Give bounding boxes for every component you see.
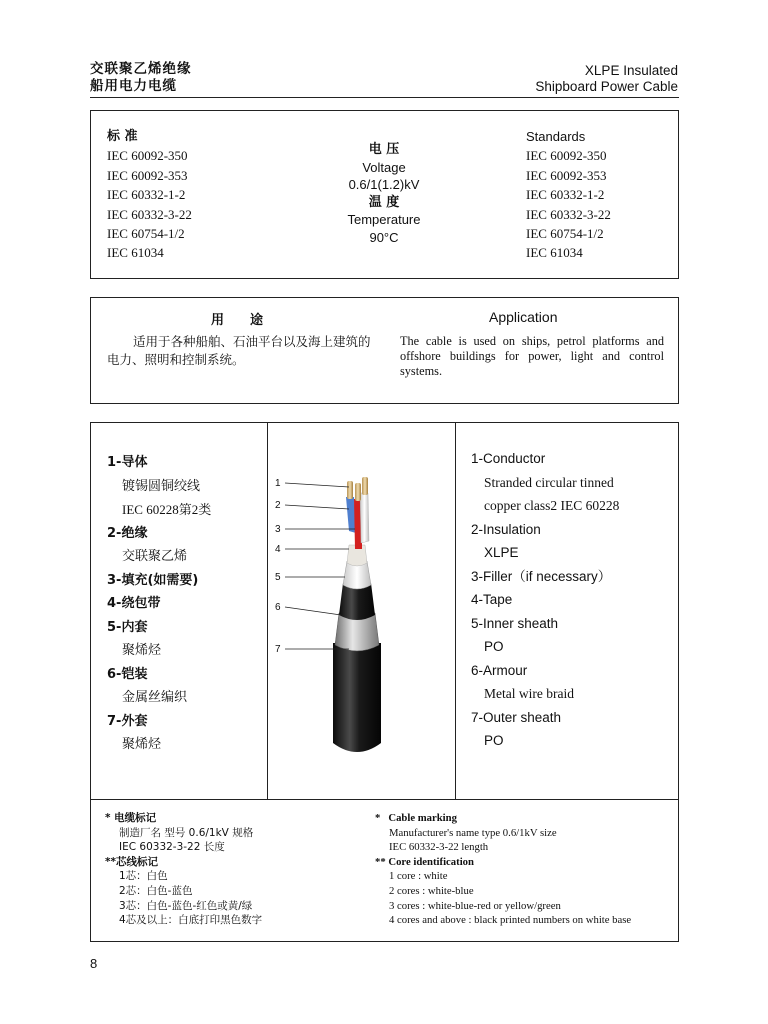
cable-marking-en-title: Cable marking [388, 812, 457, 824]
standards-cn-column [107, 127, 192, 263]
callout-4: 4 [275, 544, 281, 555]
standards-en-column [526, 127, 611, 263]
component-cn-heading: 7-外套 [107, 713, 148, 729]
conductor-shape [362, 477, 368, 495]
component-inner-sheath: 5-Inner sheath [471, 615, 559, 631]
component-cn-detail: 交联聚乙烯 [122, 549, 188, 564]
application-en-title: Application [489, 309, 558, 325]
standard-item: IEC 60092-350 [526, 148, 607, 164]
component-cn-heading: 2-绝缘 [107, 525, 148, 541]
component-cn-detail: 金属丝编织 [122, 690, 188, 705]
core-id-line: 3 cores : white-blue-red or yellow/green [389, 899, 561, 912]
component-detail: Metal wire braid [484, 686, 574, 701]
core-id-line: 4芯及以上：白底打印黑色数字 [119, 914, 263, 927]
standard-item: IEC 61034 [526, 245, 583, 261]
standard-item: IEC 60332-3-22 [107, 206, 192, 222]
core-id-line: 2 cores : white-blue [389, 884, 474, 897]
core-id-line: 2芯：白色-蓝色 [119, 884, 193, 897]
double-asterisk: ** [375, 855, 386, 868]
white-core-shape [360, 493, 369, 543]
marking-line: Manufacturer's name type 0.6/1kV size [389, 826, 557, 839]
marking-line: IEC 60332-3-22 长度 [119, 841, 225, 854]
column-divider-left [267, 423, 268, 799]
construction-panel [90, 422, 679, 942]
component-conductor: 1-Conductor [471, 451, 546, 466]
marking-line: 制造厂名 型号 0.6/1kV 规格 [119, 826, 254, 839]
component-armour: 6-Armour [471, 662, 528, 678]
cable-cross-section-image [269, 453, 455, 773]
component-insulation: 2-Insulation [471, 521, 541, 537]
temperature-value: 90°C [369, 229, 399, 245]
voltage-en-label: Voltage [362, 159, 406, 175]
application-en-text: The cable is used on ships, petrol platforms and offshore buildings for power, light and control systems. [400, 334, 664, 379]
component-cn-heading: 4-绕包带 [107, 596, 161, 611]
component-detail: XLPE [484, 545, 519, 560]
component-outer-sheath: 7-Outer sheath [471, 709, 562, 725]
standard-item: IEC 60754-1/2 [107, 226, 185, 242]
title-cn-line-1: 交联聚乙烯绝缘 [90, 61, 192, 77]
application-panel [90, 297, 679, 404]
standard-item: IEC 60092-353 [107, 167, 188, 183]
conductor-shape [347, 481, 353, 499]
asterisk: * [375, 812, 381, 824]
standard-item: IEC 60332-1-2 [107, 187, 186, 203]
callout-3: 3 [275, 524, 281, 535]
title-en-line-1: XLPE Insulated [584, 63, 678, 78]
title-english [535, 63, 678, 95]
cable-marking-en-heading [375, 811, 631, 826]
core-id-line: 4 cores and above : black printed numbers on white base [389, 914, 632, 927]
callout-7: 7 [275, 644, 281, 655]
callout-6: 6 [275, 602, 281, 613]
marking-en-notes [375, 811, 631, 928]
application-cn-text: 适用于各种船舶、石油平台以及海上建筑的电力、照明和控制系统。 [107, 334, 371, 367]
standard-item: IEC 60754-1/2 [526, 226, 604, 242]
standards-cn-label: 标 准 [107, 129, 138, 144]
component-cn-detail: 聚烯烃 [122, 643, 162, 658]
header-divider [90, 97, 679, 98]
construction-en-list [471, 447, 619, 753]
core-id-en-title: Core identification [388, 855, 474, 868]
page-number: 8 [90, 956, 98, 971]
outer-sheath-shape [333, 643, 381, 752]
conductor-shape [355, 483, 361, 501]
callout-2: 2 [275, 500, 281, 511]
standard-item: IEC 61034 [107, 245, 164, 261]
component-cn-detail: 镀锡圆铜绞线 [122, 478, 201, 494]
core-id-line: 1芯：白色 [119, 870, 168, 883]
voltage-value: 0.6/1(1.2)kV [348, 177, 420, 193]
marking-divider [91, 799, 678, 800]
cable-marking-cn-heading: * 电缆标记 [105, 812, 157, 824]
title-chinese [90, 61, 192, 95]
voltage-cn-label: 电 压 [368, 142, 400, 157]
core-id-en-heading [375, 855, 631, 870]
component-cn-heading: 1-导体 [107, 455, 148, 470]
standard-item: IEC 60092-350 [107, 148, 188, 164]
component-detail: copper class2 IEC 60228 [484, 498, 620, 513]
component-detail: PO [484, 733, 504, 748]
core-id-line: 3芯：白色-蓝色-红色或黄/绿 [119, 899, 253, 912]
component-detail: Stranded circular tinned [484, 474, 614, 490]
component-cn-heading: 3-填充(如需要) [107, 572, 199, 588]
standard-item: IEC 60332-3-22 [526, 206, 611, 222]
core-id-line: 1 core : white [389, 870, 448, 883]
marking-line: IEC 60332-3-22 length [389, 841, 489, 854]
temperature-en-label: Temperature [347, 212, 421, 228]
ratings-column [309, 141, 459, 247]
component-detail: PO [484, 639, 504, 654]
component-cn-detail: 聚烯烃 [122, 737, 162, 752]
standard-item: IEC 60332-1-2 [526, 187, 605, 203]
standard-item: IEC 60092-353 [526, 167, 607, 183]
column-divider-right [455, 423, 456, 799]
callout-1: 1 [275, 478, 281, 489]
callout-numbers [275, 478, 281, 655]
callout-5: 5 [275, 572, 281, 583]
component-cn-detail: IEC 60228第2类 [122, 502, 212, 517]
title-cn-line-2: 船用电力电缆 [90, 78, 177, 94]
temperature-cn-label: 温 度 [368, 194, 400, 210]
title-en-line-2: Shipboard Power Cable [535, 79, 678, 94]
marking-cn-notes [105, 811, 262, 928]
core-id-cn-heading: **芯线标记 [105, 855, 158, 868]
component-cn-heading: 6-铠装 [107, 666, 148, 682]
standards-panel [90, 110, 679, 279]
component-tape: 4-Tape [471, 592, 513, 607]
standards-en-label: Standards [526, 129, 586, 144]
component-filler: 3-Filler（if necessary） [471, 568, 612, 584]
construction-cn-list [107, 451, 211, 757]
application-cn-title: 用途 [211, 313, 290, 328]
component-cn-heading: 5-内套 [107, 619, 148, 635]
